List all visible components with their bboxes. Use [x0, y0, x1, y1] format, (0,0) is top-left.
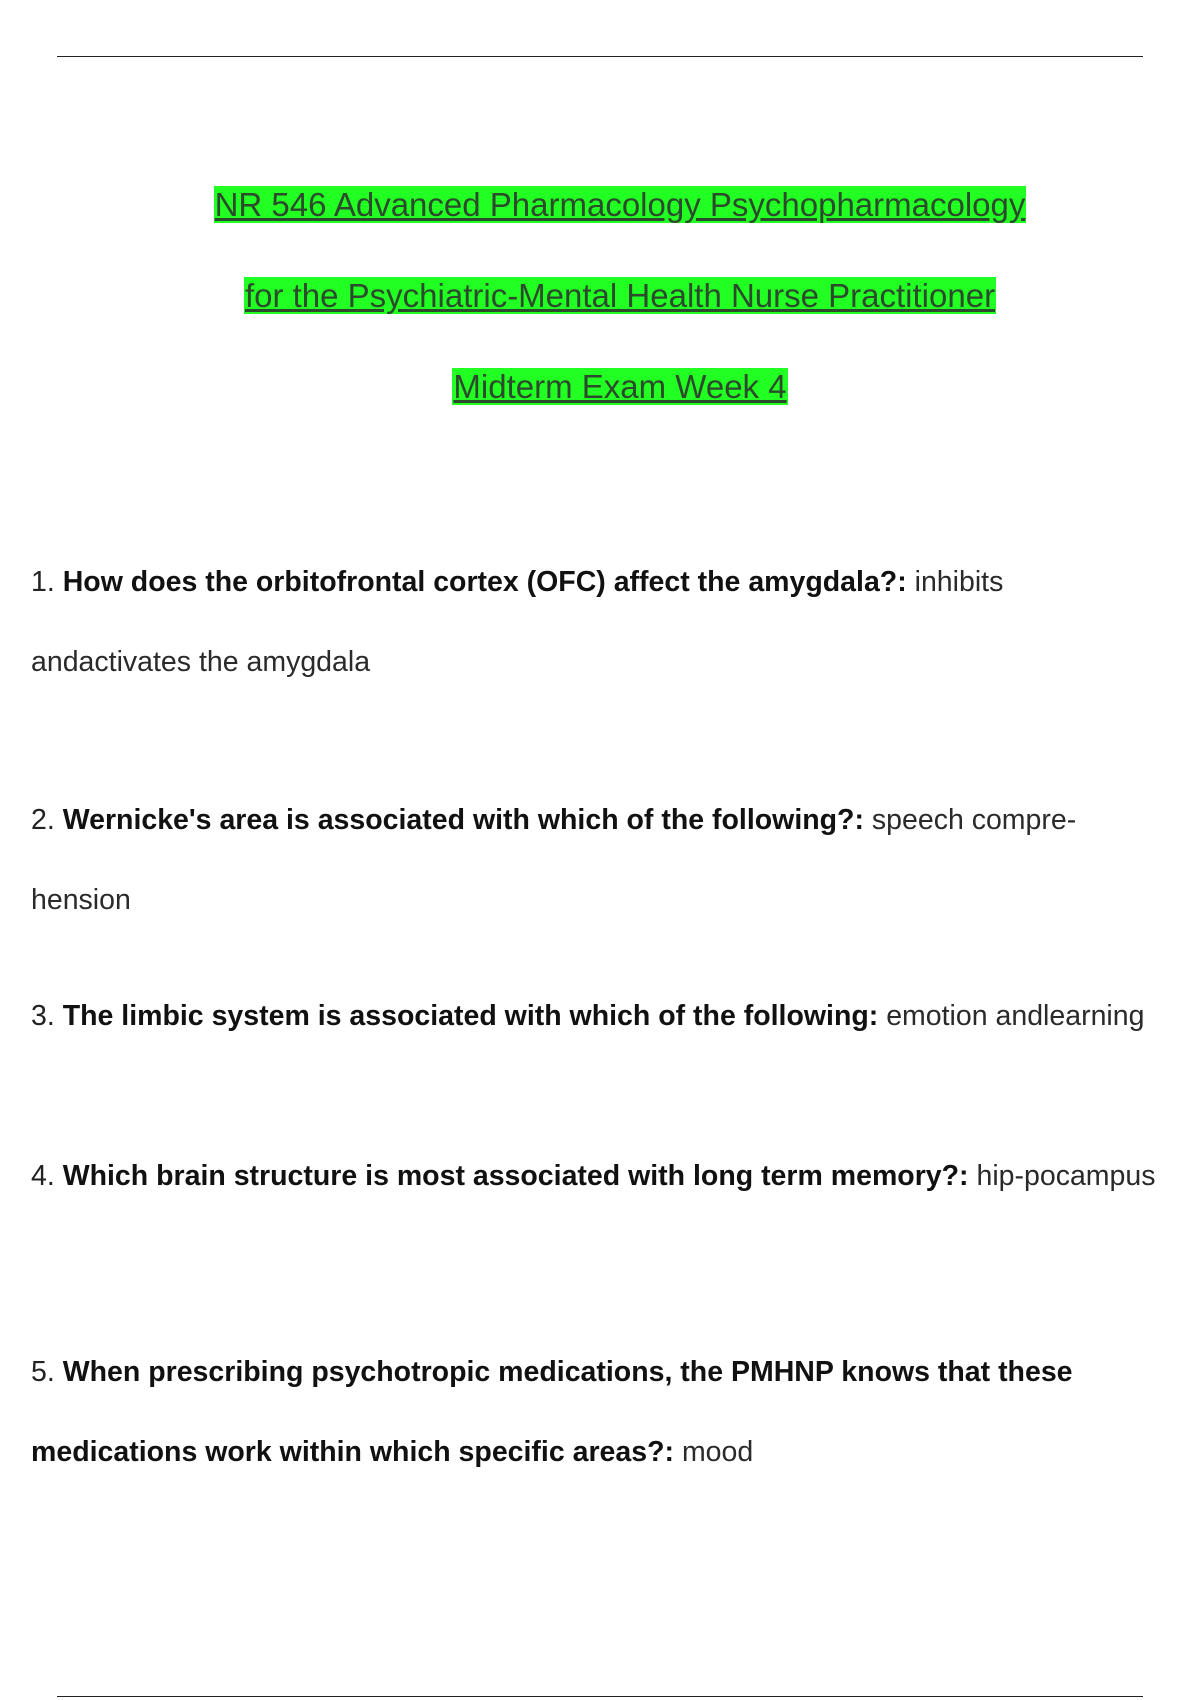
top-divider: [57, 56, 1143, 57]
document-title: [0, 178, 1200, 451]
question-number: 5.: [31, 1356, 55, 1388]
question-item-2: [31, 780, 1171, 940]
question-item-4: [31, 1136, 1171, 1216]
question-text: Wernicke's area is associated with which of the following?:: [62, 804, 864, 836]
title-line-3: [0, 360, 1200, 451]
question-number: 1.: [31, 566, 55, 598]
title-line-1: [0, 178, 1200, 269]
question-text: How does the orbitofrontal cortex (OFC) affect the amygdala?:: [62, 566, 907, 598]
title-line-3-text: Midterm Exam Week 4: [453, 368, 787, 405]
answer-text: emotion andlearning: [886, 1000, 1145, 1032]
question-text: The limbic system is associated with which of the following:: [62, 1000, 879, 1032]
question-item-3: [31, 976, 1171, 1056]
title-line-2: [0, 269, 1200, 360]
question-number: 4.: [31, 1160, 55, 1192]
bottom-divider: [57, 1696, 1143, 1697]
title-line-2-text: for the Psychiatric-Mental Health Nurse Practitioner: [244, 277, 996, 314]
question-number: 2.: [31, 804, 55, 836]
answer-text: mood: [681, 1436, 754, 1468]
question-number: 3.: [31, 1000, 55, 1032]
answer-text: inhibits andactivates the amygdala: [31, 566, 1004, 678]
question-item-1: [31, 542, 1171, 702]
answer-text: speech compre-hension: [31, 804, 1077, 916]
answer-text: hip-pocampus: [976, 1160, 1156, 1192]
question-text: Which brain structure is most associated with long term memory?:: [62, 1160, 969, 1192]
title-line-1-text: NR 546 Advanced Pharmacology Psychopharmacology: [214, 186, 1026, 223]
question-item-5: [31, 1332, 1171, 1492]
question-text: When prescribing psychotropic medications, the PMHNP knows that these medications work within which specific areas?:: [31, 1356, 1073, 1468]
